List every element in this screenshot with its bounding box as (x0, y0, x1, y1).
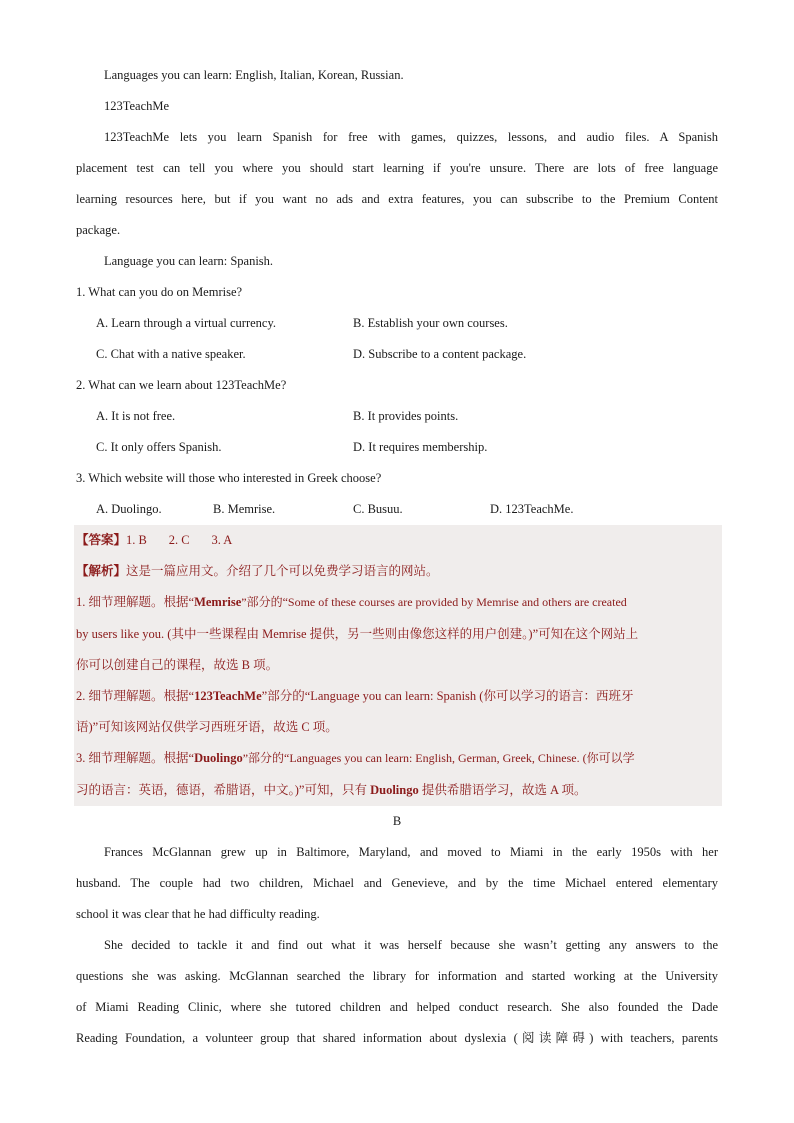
document-page (76, 60, 718, 1054)
question-2 (76, 370, 718, 463)
answer-line (76, 525, 722, 556)
explanation-text: 1. 细节理解题。根据“ (76, 595, 195, 610)
paragraph-line: questions she was asking. McGlannan searched the library for information and started working at the University (76, 968, 718, 983)
paragraph-line: Frances McGlannan grew up in Baltimore, Maryland, and moved to Miami in the early 1950s with her (104, 844, 718, 859)
passage-b-paragraph-1 (76, 837, 718, 930)
explanation-3-cont (76, 775, 722, 806)
option-b: B. Memrise. (213, 502, 276, 516)
option-b: B. Establish your own courses. (353, 316, 508, 330)
explanation-1-cont: by users like you. (其中一些课程由 Memrise 提供，另一些则由像您这样的用户创建。)”可知在这个网站上 (76, 626, 639, 641)
question-stem: 3. Which website will those who interested in Greek choose? (76, 471, 382, 485)
option-row (76, 432, 718, 463)
paragraph-line: of Miami Reading Clinic, where she tutored children and helped conduct research. She also founded the Dade (76, 999, 718, 1014)
explanation-text: ”部分的“Language you can learn: Spanish (你可以学习的语言：西班牙 (261, 688, 634, 703)
option-c: C. Busuu. (353, 502, 403, 516)
explanation-text: 3. 细节理解题。根据“ (76, 751, 195, 766)
section-label: B (392, 813, 402, 828)
language-line: Language you can learn: Spanish. (104, 254, 274, 268)
explanation-3 (76, 743, 722, 774)
paragraph-line: husband. The couple had two children, Michael and Genevieve, and by the time Michael entered elementary (76, 875, 718, 890)
explanation-text: 习的语言：英语，德语，希腊语，中文。)”可知，只有 (76, 782, 371, 797)
explanation-1-cont: 你可以创建自己的课程，故选 B 项。 (76, 657, 279, 672)
keyword-memrise: Memrise (194, 595, 242, 610)
paragraph-line: 123TeachMe lets you learn Spanish for free with games, quizzes, lessons, and audio files. A Spanish (104, 130, 718, 144)
keyword-duolingo: Duolingo (194, 751, 243, 766)
option-c: C. Chat with a native speaker. (96, 347, 246, 361)
keyword-123teachme: 123TeachMe (194, 688, 262, 703)
answer-analysis-box (74, 525, 722, 806)
option-a: A. Learn through a virtual currency. (96, 316, 277, 330)
paragraph-line: learning resources here, but if you want no ads and extra features, you can subscribe to the Premium Content (76, 192, 718, 206)
analysis-text: 这是一篇应用文。介绍了几个可以免费学习语言的网站。 (126, 564, 439, 579)
paragraph-line: Reading Foundation, a volunteer group that shared information about dyslexia (阅读障碍) with teachers, parents (76, 1030, 718, 1045)
option-d: D. 123TeachMe. (490, 502, 574, 516)
analysis-line (76, 556, 722, 587)
explanation-text: ”部分的“Languages you can learn: English, German, Greek, Chinese. (你可以学 (242, 751, 635, 766)
paragraph-line: placement test can tell you where you should start learning if you're unsure. There are lots of free language (76, 161, 718, 175)
site-heading-123teachme: 123TeachMe (104, 99, 170, 113)
explanation-2-cont: 语)”可知该网站仅供学习西班牙语，故选 C 项。 (76, 720, 338, 735)
explanation-2 (76, 681, 722, 712)
option-row (76, 339, 718, 370)
paragraph-line: package. (76, 223, 121, 237)
question-3 (76, 463, 718, 525)
paragraph-line: She decided to tackle it and find out what it was herself because she wasn’t getting any answers to the (104, 937, 718, 952)
option-c: C. It only offers Spanish. (96, 440, 222, 454)
explanation-text: ”部分的“Some of these courses are provided by Memrise and others are created (241, 595, 627, 610)
question-stem: 1. What can you do on Memrise? (76, 285, 243, 299)
option-a: A. It is not free. (96, 409, 176, 423)
explanation-text: 提供希腊语学习，故选 A 项。 (418, 782, 587, 797)
option-d: D. Subscribe to a content package. (353, 347, 527, 361)
option-b: B. It provides points. (353, 409, 459, 423)
paragraph-line: school it was clear that he had difficulty reading. (76, 906, 320, 921)
option-row (76, 401, 718, 432)
answer-values: 1. B 2. C 3. A (126, 533, 233, 547)
option-d: D. It requires membership. (353, 440, 488, 454)
explanation-1 (76, 587, 722, 618)
option-row (76, 494, 718, 525)
languages-line: Languages you can learn: English, Italian, Korean, Russian. (104, 68, 404, 82)
passage-b-paragraph-2 (76, 930, 718, 1054)
question-stem: 2. What can we learn about 123TeachMe? (76, 378, 287, 392)
analysis-tag: 【解析】 (76, 564, 127, 579)
question-1 (76, 277, 718, 370)
option-a: A. Duolingo. (96, 502, 162, 516)
keyword-duolingo: Duolingo (370, 782, 419, 797)
description-123teachme (76, 122, 718, 246)
option-row (76, 308, 718, 339)
explanation-text: 2. 细节理解题。根据“ (76, 688, 195, 703)
answer-tag: 【答案】 (76, 533, 127, 547)
